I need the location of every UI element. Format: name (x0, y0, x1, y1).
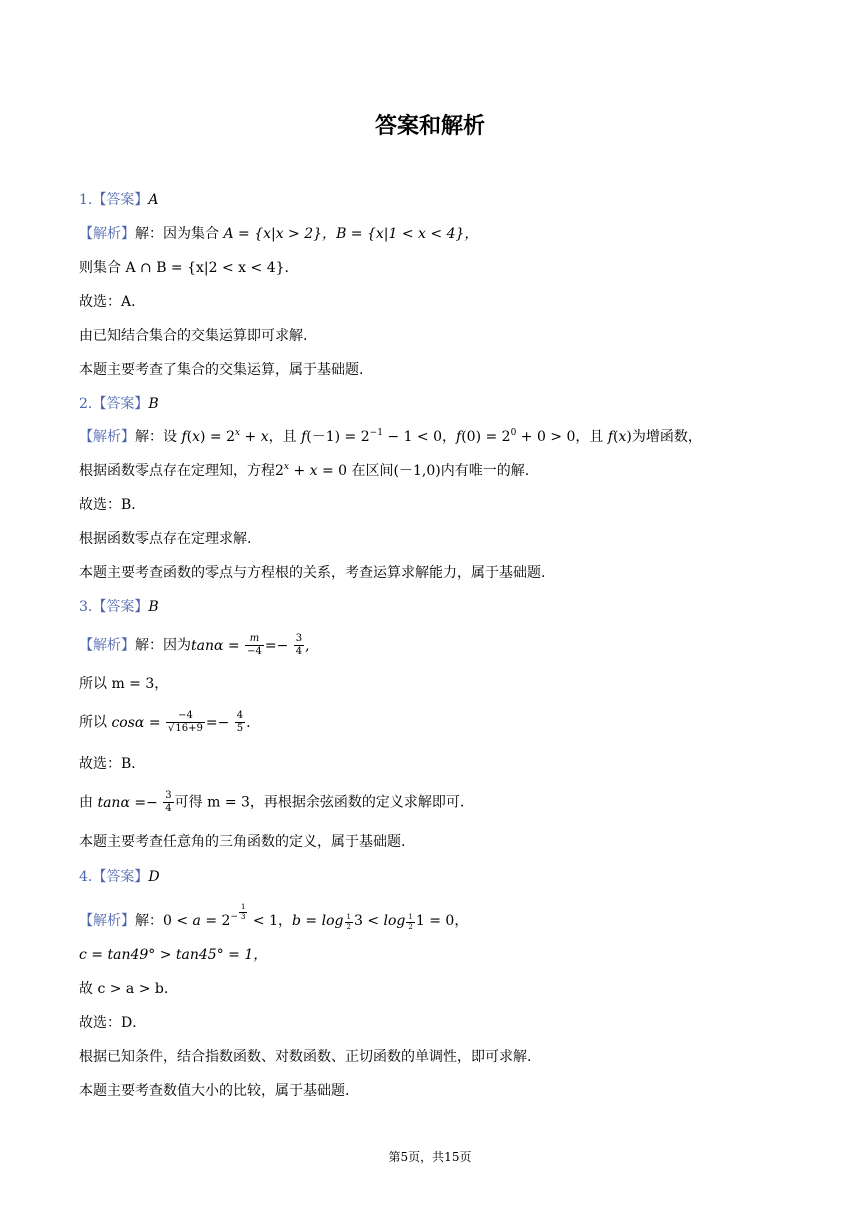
page-title: 答案和解析 (374, 114, 485, 139)
analysis-1-line-3: 故选：A． (79, 294, 146, 310)
analysis-4-line-1: 【解析】解：$0 < a = 2^{- \frac{1}{3}}$ < 1，b = log $_{\frac{1}{2}}$ 3 < log $_{\frac{1}{2}}$ 1 = 0， (79, 903, 469, 931)
analysis-2-line-3: 故选：B． (79, 497, 146, 513)
analysis-2-tag: 【解析】 (79, 429, 135, 445)
answer-1-number: 1. (79, 192, 93, 208)
analysis-3-line-6: 本题主要考查任意角的三角函数的定义，属于基础题. (79, 834, 406, 850)
analysis-3-line-1: 【解析】解：因为tanα = $\frac{m}{-4}$ =− $\frac{3}{4}$ , (79, 633, 310, 657)
analysis-3-line-4: 故选：B． (79, 756, 146, 772)
set-b: B = {x|1 < x < 4}， (336, 226, 479, 242)
answer-2-tag: 【答案】 (92, 396, 149, 412)
analysis-1-tag: 【解析】 (79, 226, 135, 242)
analysis-3-line-2: 所以 m = 3， (79, 676, 169, 692)
analysis-2-line-1: 【解析】解：设 $f(x) = 2^x + x$，且 $f(-1) = 2^{-1} - 1 < 0$，$f(0) = 2^0 + 0 > 0$，且 f(x)为增函数， (79, 428, 702, 445)
answer-3-number: 3. (79, 599, 93, 615)
analysis-4-line-4: 故选：D． (79, 1015, 147, 1031)
analysis-3-text-5a: 由 (79, 794, 93, 811)
analysis-1-text: 解：因为集合 (135, 226, 219, 242)
page-footer: 第5页，共15页 (388, 1150, 472, 1164)
analysis-4-line-3: 故 c > a > b. (79, 981, 169, 997)
answer-4-line (79, 866, 160, 888)
analysis-4-line-2: c = tan49° > tan45° = 1， (79, 947, 268, 963)
analysis-1-line-1 (79, 223, 478, 245)
answer-2-number: 2. (79, 396, 93, 412)
analysis-4-tag: 【解析】 (79, 913, 135, 929)
analysis-3-text-3: 所以 (79, 714, 107, 731)
analysis-1-line-4: 由已知结合集合的交集运算即可求解. (79, 328, 308, 344)
analysis-3-text-5b: 可得 m = 3，再根据余弦函数的定义求解即可. (174, 794, 465, 811)
answer-1-line (79, 189, 158, 211)
analysis-4-line-5: 根据已知条件，结合指数函数、对数函数、正切函数的单调性，即可求解. (79, 1049, 532, 1065)
interval: (－1,0) (393, 463, 441, 479)
analysis-3-line-3: 所以 cosα = $\frac{-4}{√16+9}$ =− $\frac{4}{5}$ . (79, 710, 251, 734)
answer-2-value: B (148, 396, 159, 412)
analysis-1-line-2: 则集合 A ∩ B = {x|2 < x < 4}. (79, 260, 289, 276)
set-a: A = {x|x > 2}， (223, 226, 337, 242)
analysis-2-line-5: 本题主要考查函数的零点与方程根的关系，考查运算求解能力，属于基础题. (79, 565, 546, 581)
analysis-2-line-2: 根据函数零点存在定理知，方程$2^x + x = 0$ 在区间(－1,0)内有唯一的解. (79, 462, 530, 479)
analysis-3-line-5: 由 tanα =− $\frac{3}{4}$ 可得 m = 3，再根据余弦函数的定义求解即可. (79, 790, 465, 814)
analysis-3-text: 解：因为 (135, 637, 191, 654)
answer-4-tag: 【答案】 (92, 869, 149, 885)
answer-3-value: B (148, 599, 159, 615)
answer-1-value: A (148, 192, 159, 208)
analysis-2-text: 根据函数零点存在定理知，方程 (79, 463, 275, 479)
analysis-2-text-b: 在区间 (351, 463, 394, 479)
answer-4-number: 4. (79, 869, 93, 885)
analysis-2-text-d: 内有唯一的解. (440, 463, 530, 479)
answer-3-tag: 【答案】 (92, 599, 149, 615)
answer-3-line (79, 596, 159, 618)
analysis-2-line-4: 根据函数零点存在定理求解. (79, 531, 252, 547)
analysis-4-line-6: 本题主要考查数值大小的比较，属于基础题. (79, 1083, 350, 1099)
answer-1-tag: 【答案】 (92, 192, 149, 208)
answer-2-line (79, 393, 159, 415)
answer-4-value: D (148, 869, 160, 885)
analysis-3-tag: 【解析】 (79, 637, 135, 654)
analysis-1-line-5: 本题主要考查了集合的交集运算，属于基础题. (79, 362, 364, 378)
